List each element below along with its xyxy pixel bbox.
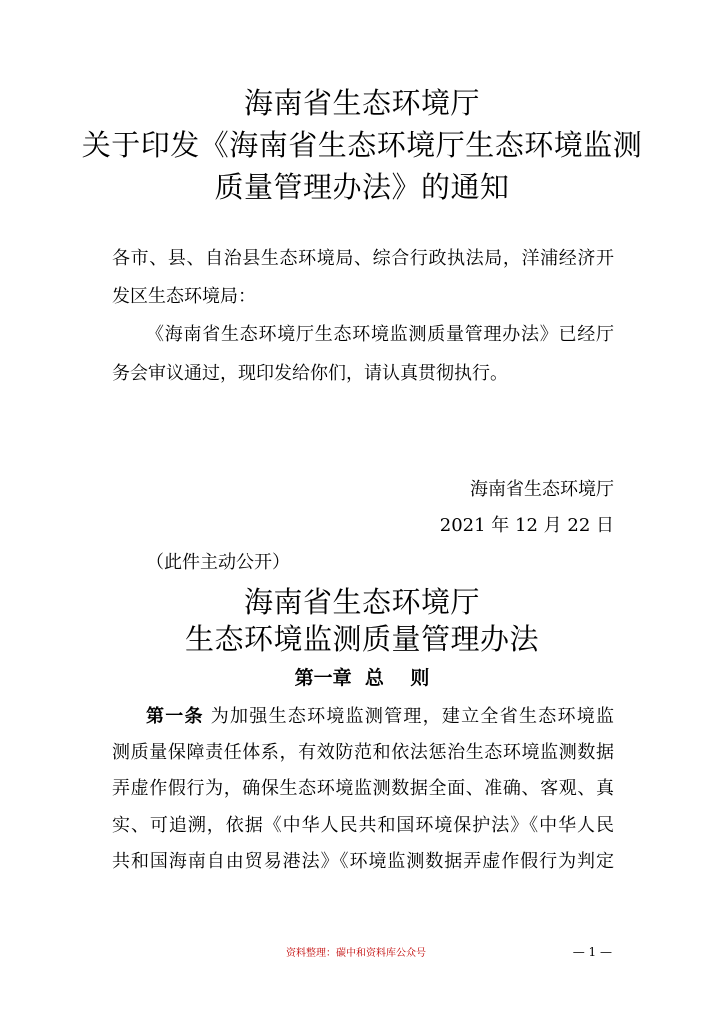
measures-title-line-1: 海南省生态环境厅	[243, 585, 480, 619]
article-line: 实、可追溯，依据《中华人民共和国环境保护法》《中华人民	[112, 815, 614, 836]
article-label: 第一条	[146, 706, 204, 727]
article-line: 测质量保障责任体系，有效防范和依法惩治生态环境监测数据	[112, 742, 614, 763]
article-text: 为加强生态环境监测管理，建立全省生态环境监	[210, 706, 615, 727]
disclosure-note: （此件主动公开）	[146, 552, 290, 573]
notice-body-line: 务会审议通过，现印发给你们，请认真贯彻执行。	[112, 363, 508, 384]
notice-title-line-2: 关于印发《海南省生态环境厅生态环境监测	[81, 128, 643, 162]
article-line: 弄虚作假行为，确保生态环境监测数据全面、准确、客观、真	[112, 778, 614, 799]
source-note: 资料整理：碳中和资料库公众号	[286, 948, 426, 959]
notice-body-line: 各市、县、自治县生态环境局、综合行政执法局，洋浦经济开	[112, 248, 614, 269]
measures-title-line-2: 生态环境监测质量管理办法	[184, 622, 539, 656]
page-number: — 1 —	[572, 945, 612, 959]
chapter-heading: 第一章 总 则	[294, 667, 430, 689]
notice-title-line-3: 质量管理办法》的通知	[214, 170, 510, 204]
issue-date: 2021 年 12 月 22 日	[439, 515, 614, 536]
notice-body-line: 发区生态环境局：	[112, 286, 256, 307]
article-line: 共和国海南自由贸易港法》《环境监测数据弄虚作假行为判定	[112, 851, 614, 872]
signature-organization: 海南省生态环境厅	[470, 479, 614, 500]
article-first-line	[146, 705, 614, 729]
notice-body-line: 《海南省生态环境厅生态环境监测质量管理办法》已经厅	[146, 324, 614, 345]
notice-title-line-1: 海南省生态环境厅	[243, 86, 480, 120]
